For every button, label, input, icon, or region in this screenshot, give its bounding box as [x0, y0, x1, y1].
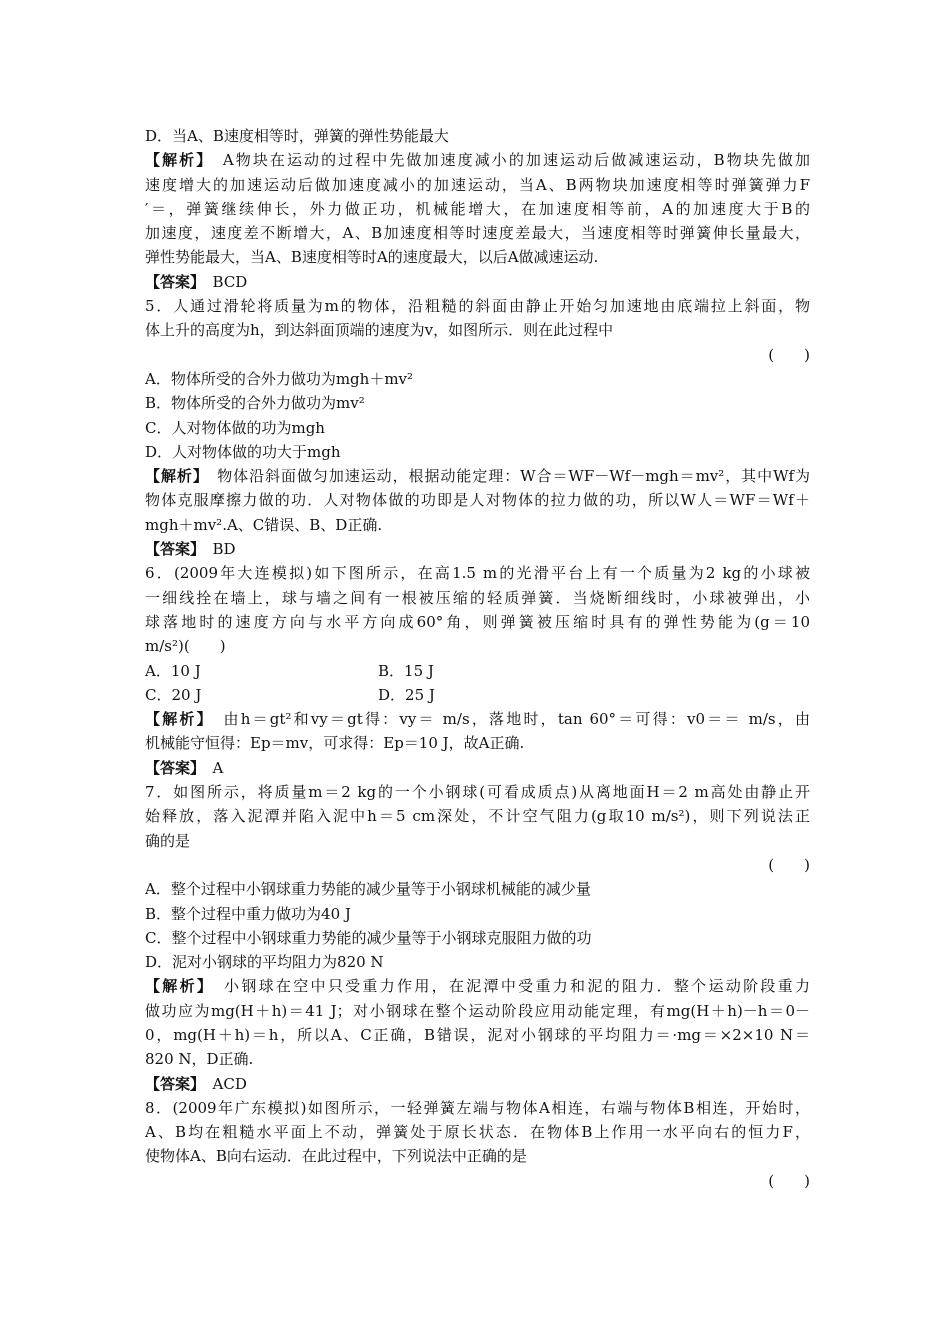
line-text: 球落地时的速度方向与水平方向成60°角，则弹簧被压缩时具有的弹性势能为(g＝10 — [145, 612, 810, 631]
text-line — [145, 1096, 810, 1120]
option-right: D．25 J — [378, 685, 435, 704]
line-text: C．整个过程中小钢球重力势能的减少量等于小钢球克服阻力做的功 — [145, 928, 592, 947]
text-line — [145, 780, 810, 804]
text-line — [145, 829, 810, 853]
text-line — [145, 1047, 810, 1071]
line-text: 确的是 — [145, 831, 191, 850]
labeled-line — [145, 270, 810, 294]
text-line — [145, 926, 810, 950]
line-text: BCD — [197, 272, 248, 291]
text-line — [145, 610, 810, 634]
section-label: 【答案】 — [145, 540, 198, 559]
text-line — [145, 561, 810, 585]
line-text: A — [197, 758, 224, 777]
line-text: 加速度，速度差不断增大，A、B加速度相等时速度差最大，当速度相等时弹簧伸长量最大， — [145, 224, 810, 243]
text-line — [145, 877, 810, 901]
text-line — [145, 902, 810, 926]
line-text: 7．如图所示，将质量m＝2 kg的一个小钢球(可看成质点)从离地面H＝2 m高处由静止开 — [145, 783, 810, 802]
line-text: A．整个过程中小钢球重力势能的减少量等于小钢球机械能的减少量 — [145, 880, 591, 899]
labeled-line — [145, 148, 810, 172]
text-line — [145, 804, 810, 828]
line-text: 0，mg(H＋h)＝h，所以A、C正确，B错误，泥对小钢球的平均阻力＝·mg＝×2×10 N＝ — [145, 1025, 810, 1044]
option-left: A．10 J — [145, 661, 201, 680]
line-text: m/s²)( ) — [145, 637, 226, 656]
line-text: D．泥对小钢球的平均阻力为820 N — [145, 953, 384, 972]
section-label: 【解析】 — [145, 467, 202, 486]
section-label: 【解析】 — [145, 977, 207, 996]
line-text: ( ) — [768, 855, 810, 874]
option-right: B．15 J — [378, 661, 434, 680]
line-text: 小钢球在空中只受重力作用，在泥潭中受重力和泥的阻力．整个运动阶段重力 — [206, 977, 810, 996]
line-text: 物体克服摩擦力做的功．人对物体做的功即是人对物体的拉力做的功，所以W人＝WF＝Wf＋ — [145, 491, 810, 510]
text-line — [145, 367, 810, 391]
line-text: 速度增大的加速运动后做加速度减小的加速运动，当A、B两物块加速度相等时弹簧弹力F — [145, 175, 810, 194]
line-text: B．整个过程中重力做功为40 J — [145, 904, 351, 923]
text-line — [145, 999, 810, 1023]
labeled-line — [145, 707, 810, 731]
text-line — [145, 245, 810, 269]
line-text: BD — [197, 540, 236, 559]
section-label: 【解析】 — [145, 151, 206, 170]
section-label: 【解析】 — [145, 710, 207, 729]
line-text: 使物体A、B向右运动．在此过程中，下列说法中正确的是 — [145, 1147, 527, 1166]
text-line — [145, 513, 810, 537]
line-text: B．物体所受的合外力做功为mv² — [145, 394, 365, 413]
text-line — [145, 488, 810, 512]
text-line — [145, 416, 810, 440]
text-line — [145, 440, 810, 464]
text-line — [145, 197, 810, 221]
text-line — [145, 731, 810, 755]
answer-blank — [145, 1169, 810, 1193]
text-line — [145, 1120, 810, 1144]
line-text: 820 N，D正确. — [145, 1050, 254, 1069]
labeled-line — [145, 537, 810, 561]
section-label: 【答案】 — [145, 272, 198, 291]
text-line — [145, 391, 810, 415]
labeled-line — [145, 756, 810, 780]
option-left: C．20 J — [145, 685, 202, 704]
section-label: 【答案】 — [145, 758, 198, 777]
text-line — [145, 1144, 810, 1168]
line-text: 始释放，落入泥潭并陷入泥中h＝5 cm深处，不计空气阻力(g取10 m/s²)，则下列说法正 — [145, 807, 810, 826]
text-line — [145, 634, 810, 658]
text-line — [145, 294, 810, 318]
text-line — [145, 1023, 810, 1047]
line-text: 由h＝gt²和vy＝gt得：vy＝ m/s，落地时，tan 60°＝可得：v0＝＝ m/s，由 — [206, 710, 810, 729]
labeled-line — [145, 974, 810, 998]
line-text: 8．(2009年广东模拟)如图所示，一轻弹簧左端与物体A相连，右端与物体B相连，开始时， — [145, 1098, 810, 1117]
text-line — [145, 221, 810, 245]
text-line — [145, 586, 810, 610]
text-line — [145, 950, 810, 974]
line-text: mgh＋mv².A、C错误、B、D正确. — [145, 515, 383, 534]
labeled-line — [145, 464, 810, 488]
text-line — [145, 173, 810, 197]
line-text: 6．(2009年大连模拟)如下图所示，在高1.5 m的光滑平台上有一个质量为2 kg的小球被 — [145, 564, 810, 583]
section-label: 【答案】 — [145, 1074, 198, 1093]
line-text: ( ) — [768, 1171, 810, 1190]
answer-blank — [145, 853, 810, 877]
line-text: C．人对物体做的功为mgh — [145, 418, 325, 437]
line-text: A、B均在粗糙水平面上不动，弹簧处于原长状态．在物体B上作用一水平向右的恒力F， — [145, 1123, 810, 1142]
line-text: 做功应为mg(H＋h)＝41 J；对小钢球在整个运动阶段应用动能定理，有mg(H＋h)－h＝0－ — [145, 1001, 810, 1020]
line-text: 5．人通过滑轮将质量为m的物体，沿粗糙的斜面由静止开始匀加速地由底端拉上斜面，物 — [145, 297, 810, 316]
option-row — [145, 659, 810, 683]
answer-blank — [145, 343, 810, 367]
line-text: ( ) — [768, 345, 810, 364]
text-line — [145, 318, 810, 342]
line-text: 弹性势能最大，当A、B速度相等时A的速度最大，以后A做减速运动. — [145, 248, 599, 267]
line-text: 物体沿斜面做匀加速运动，根据动能定理：W合＝WF－Wf－mgh＝mv²，其中Wf为 — [201, 467, 810, 486]
line-text: ′＝，弹簧继续伸长，外力做正功，机械能增大，在加速度相等前，A的加速度大于B的 — [145, 199, 810, 218]
line-text: D．人对物体做的功大于mgh — [145, 442, 341, 461]
document-page — [145, 124, 810, 1193]
line-text: A物块在运动的过程中先做加速度减小的加速运动后做减速运动，B物块先做加 — [205, 151, 810, 170]
line-text: ACD — [197, 1074, 247, 1093]
line-text: 一细线拴在墙上，球与墙之间有一根被压缩的轻质弹簧．当烧断细线时，小球被弹出，小 — [145, 588, 810, 607]
line-text: 体上升的高度为h，到达斜面顶端的速度为v，如图所示．则在此过程中 — [145, 321, 614, 340]
line-text: 机械能守恒得：Ep＝mv，可求得：Ep＝10 J，故A正确. — [145, 734, 525, 753]
line-text: D．当A、B速度相等时，弹簧的弹性势能最大 — [145, 127, 449, 145]
text-line — [145, 124, 810, 148]
option-row — [145, 683, 810, 707]
line-text: A．物体所受的合外力做功为mgh＋mv² — [145, 369, 414, 388]
labeled-line — [145, 1072, 810, 1096]
